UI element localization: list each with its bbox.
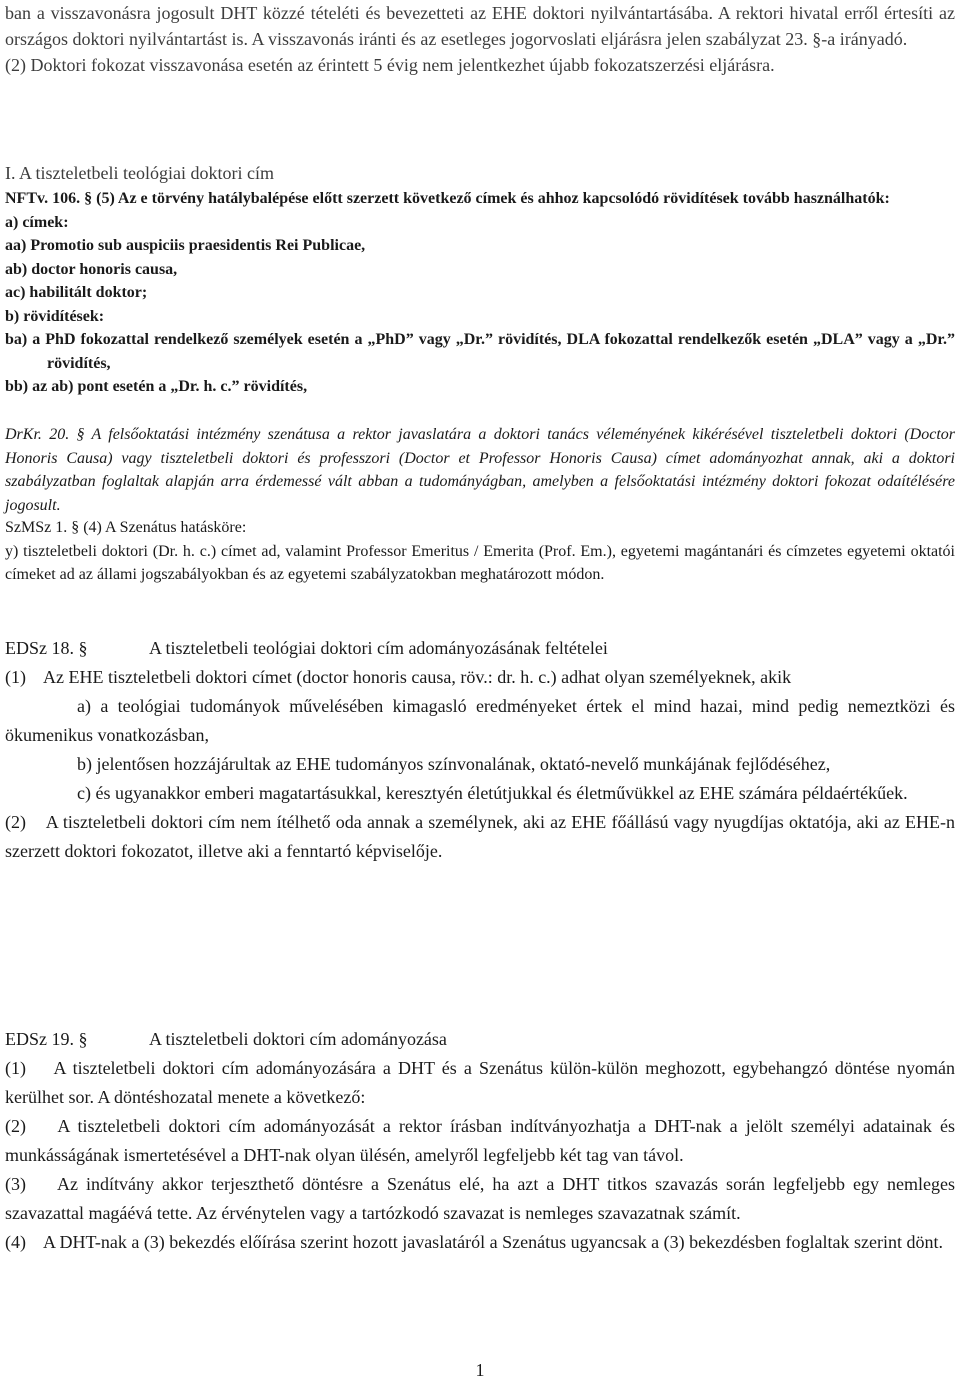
paragraph-revocation: ban a visszavonásra jogosult DHT közzé tételéti és bevezetteti az EHE doktori nyilvántartásába. A rektori hivatal erről értesíti az országos doktori nyilvántartást is. A visszavonás iránti és az esetleges jogorvoslati eljárásra jelen szabályzat 23. §-a irányadó. [5, 3, 955, 50]
paragraph-revocation-2: (2) Doktori fokozat visszavonása esetén az érintett 5 évig nem jelentkezhet újabb fokozatszerzési eljárásra. [5, 55, 775, 76]
drkr-text: A felsőoktatási intézmény szenátusa a rektor javaslatára a doktori tanács véleményének kikérésével tiszteletbeli doktori (Doctor Honoris Causa) vagy tiszteletbeli doktori és professzori (Doctor et Professor Honoris Causa) címet adományozhat annak, aki a doktori szabályzatban foglaltak alapján arra érdemessé vált abban a tudományágban, amelyben a felsőoktatási intézmény doktori fokozat odaítélésére jogosult. [5, 426, 956, 514]
nftv-line: b) rövidítések: [5, 307, 105, 325]
edsz18-heading [5, 634, 955, 663]
edsz19-title: A tiszteletbeli doktori cím adományozása [149, 1029, 447, 1049]
nftv-section [5, 187, 955, 399]
page-number: 1 [475, 1360, 485, 1380]
section-title: I. A tiszteletbeli teológiai doktori cím [5, 163, 274, 183]
top-section [5, 0, 955, 79]
edsz18-p1: (1) Az EHE tiszteletbeli doktori címet (doctor honoris causa, röv.: dr. h. c.) adhat olyan személyeknek, akik [5, 667, 792, 687]
edsz18-number: EDSz 18. § [5, 638, 88, 658]
edsz18-section [5, 634, 960, 866]
szmsz-line-2: y) tiszteletbeli doktori (Dr. h. c.) címet ad, valamint Professor Emeritus / Emerita (Prof. Em.), egyetemi magántanári és címzetes egyetemi oktatói címeket ad az állami jogszabályokban és az egyetemi szabályzatokban meghatározott módon. [5, 542, 955, 583]
szmsz-line-1: SzMSz 1. § (4) A Szenátus hatásköre: [5, 519, 247, 536]
nftv-line: ab) doctor honoris causa, [5, 260, 178, 278]
edsz19-p3: (3) Az indítvány akkor terjeszthető döntésre a Szenátus elé, ha azt a DHT titkos szavazás során legfeljebb egy nemleges szavazattal magáévá tette. Az érvénytelen vagy a tartózkodó szavazat is nemleges szavazatnak számít. [5, 1174, 960, 1223]
edsz18-point-b: b) jelentősen hozzájárultak az EHE tudományos színvonalának, oktató-nevelő munkájának fejlődéséhez, [77, 754, 831, 774]
section-title-block [5, 160, 955, 186]
edsz18-point-c: c) és ugyanakkor emberi magatartásukkal, keresztyén életútjukkal és életművükkel az EHE számára példaértékűek. [77, 783, 908, 803]
drkr-label: DrKr. 20. § [5, 426, 85, 443]
szmsz-section [5, 516, 955, 587]
edsz19-heading [5, 1025, 955, 1054]
drkr-paragraph [5, 423, 955, 517]
nftv-line: ac) habilitált doktor; [5, 284, 148, 301]
edsz19-section [5, 1025, 960, 1257]
edsz18-p2: (2) A tiszteletbeli doktori cím nem ítélhető oda annak a személynek, aki az EHE főállású vagy nyugdíjas oktatója, aki az EHE-n szerzett doktori fokozatot, illetve aki a fenntartó képviselője. [5, 812, 960, 861]
nftv-bb: bb) az ab) pont esetén a „Dr. h. c.” rövidítés, [5, 378, 308, 395]
edsz19-p4: (4) A DHT-nak a (3) bekezdés előírása szerint hozott javaslatáról a Szenátus ugyancsak a (3) bekezdésben foglaltak szerint dönt. [5, 1232, 943, 1252]
edsz18-point-a: a) a teológiai tudományok művelésében kimagasló eredményeket értek el mind hazai, mind pedig nemeztközi és ökumenikus vonatkozásban, [5, 696, 955, 745]
nftv-line: a) címek: [5, 213, 69, 231]
nftv-line: aa) Promotio sub auspiciis praesidentis Rei Publicae, [5, 237, 366, 254]
edsz19-p1: (1) A tiszteletbeli doktori cím adományozására a DHT és a Szenátus külön-külön meghozott, egybehangzó döntése nyomán kerülhet sor. A döntéshozatal menete a következő: [5, 1058, 960, 1107]
edsz19-number: EDSz 19. § [5, 1029, 88, 1049]
edsz19-p2: (2) A tiszteletbeli doktori cím adományozását a rektor írásban indítványozhatja a DHT-nak a jelölt személyi adatainak és munkásságának ismertetésével a DHT-nak olyan ülésén, amelyről legfeljebb két tag van távol. [5, 1116, 960, 1165]
edsz18-title: A tiszteletbeli teológiai doktori cím adományozásának feltételei [149, 638, 608, 658]
nftv-intro: NFTv. 106. § (5) Az e törvény hatálybalépése előtt szerzett következő címek és ahhoz kapcsolódó rövidítések tovább használhatók: [5, 190, 890, 207]
nftv-ba: ba) a PhD fokozattal rendelkező személyek esetén a „PhD” vagy „Dr.” rövidítés, DLA fokozattal rendelkezők esetén „DLA” vagy a „Dr.” rövidítés, [5, 331, 955, 372]
drkr-section [5, 423, 955, 517]
